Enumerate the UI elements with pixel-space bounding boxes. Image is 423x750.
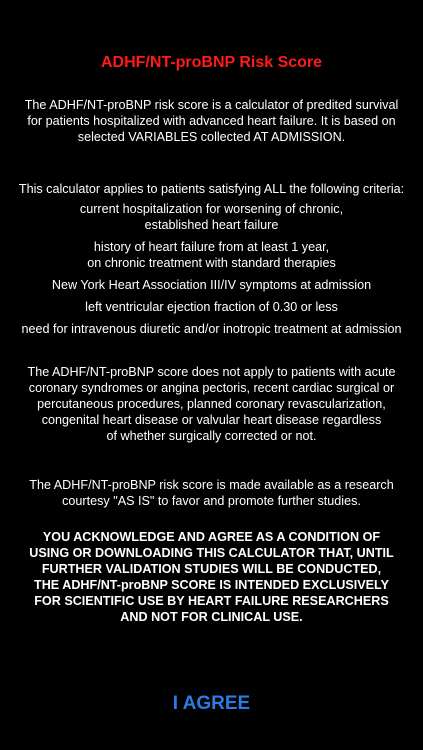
criteria-line: need for intravenous diuretic and/or inotropic treatment at admission [21, 322, 402, 336]
criteria-line: current hospitalization for worsening of chronic, [79, 202, 344, 216]
criteria-item [0, 239, 423, 271]
exclusions-line: The ADHF/NT-proBNP score does not apply to patients with acute [27, 365, 396, 379]
criteria-line: on chronic treatment with standard therapies [87, 256, 336, 270]
criteria-list [0, 201, 423, 343]
research-line: The ADHF/NT-proBNP risk score is made available as a research [29, 478, 394, 492]
criteria-item [0, 201, 423, 233]
criteria-line: left ventricular ejection fraction of 0.30 or less [85, 300, 338, 314]
exclusions-paragraph [0, 364, 423, 444]
exclusions-line: congenital heart disease or valvular heart disease regardless [41, 413, 382, 427]
exclusions-line: coronary syndromes or angina pectoris, recent cardiac surgical or [28, 381, 395, 395]
disclaimer-line: FOR SCIENTIFIC USE BY HEART FAILURE RESEARCHERS [34, 594, 389, 608]
exclusions-line: percutaneous procedures, planned coronary revascularization, [37, 397, 386, 411]
criteria-item [0, 299, 423, 315]
disclaimer-line: USING OR DOWNLOADING THIS CALCULATOR THAT, UNTIL [29, 546, 394, 560]
disclaimer-line: YOU ACKNOWLEDGE AND AGREE AS A CONDITION OF [42, 530, 381, 544]
criteria-line: history of heart failure from at least 1 year, [93, 240, 330, 254]
exclusions-line: of whether surgically corrected or not. [106, 429, 317, 443]
agree-button[interactable]: I AGREE [131, 690, 292, 718]
criteria-line: New York Heart Association III/IV symptoms at admission [51, 278, 372, 292]
intro-paragraph [0, 97, 423, 145]
disclaimer-line: AND NOT FOR CLINICAL USE. [120, 610, 303, 624]
intro-line: The ADHF/NT-proBNP risk score is a calculator of predited survival [24, 98, 399, 112]
criteria-item [0, 321, 423, 337]
intro-line: for patients hospitalized with advanced heart failure. It is based on [27, 114, 396, 128]
criteria-line: established heart failure [144, 218, 279, 232]
criteria-heading: This calculator applies to patients satisfying ALL the following criteria: [18, 182, 405, 196]
disclaimer-line: FURTHER VALIDATION STUDIES WILL BE CONDUCTED, [41, 562, 382, 576]
page-title: ADHF/NT-proBNP Risk Score [100, 54, 323, 71]
intro-line: selected VARIABLES collected AT ADMISSION. [77, 130, 346, 144]
disclaimer-line: THE ADHF/NT-proBNP SCORE IS INTENDED EXCLUSIVELY [34, 578, 389, 592]
disclaimer-notice [0, 529, 423, 625]
research-line: courtesy "AS IS" to favor and promote further studies. [62, 494, 361, 508]
research-paragraph [0, 477, 423, 509]
criteria-item [0, 277, 423, 293]
